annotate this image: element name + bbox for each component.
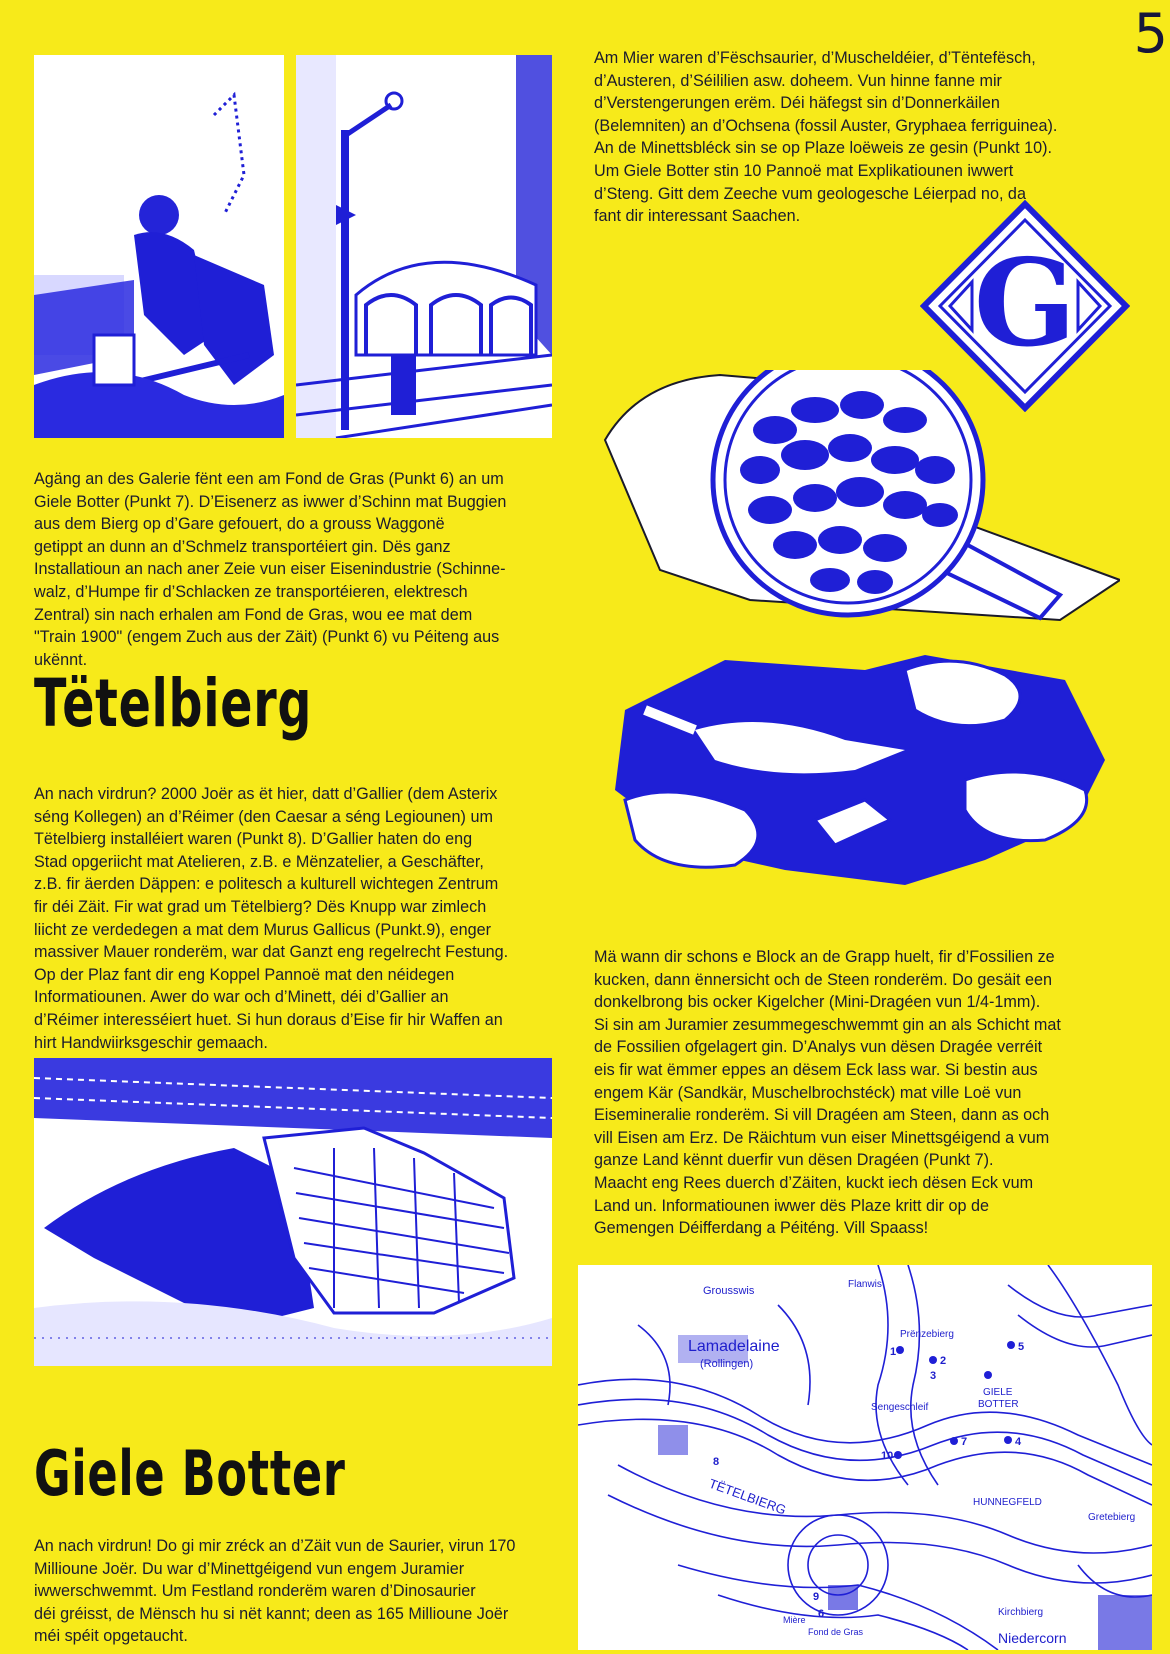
text-line: Informatiounen. Awer do war och d’Minett, déi d’Gallier an: [34, 988, 449, 1007]
text-line: déi gréisst, de Mënsch hu si nët kannt; deen as 165 Millioune Joër: [34, 1604, 509, 1623]
railway-illustration: [296, 55, 552, 438]
map-label-botter: BOTTER: [978, 1399, 1019, 1410]
heading-giele-botter: Giele Botter: [34, 1437, 346, 1510]
text-line: Op der Plaz fant dir eng Koppel Pannoë mat den néidegen: [34, 965, 455, 984]
map-label-sengeschleif: Sengeschleif: [871, 1402, 929, 1413]
tetelbierg-paragraph: [34, 783, 564, 1054]
text-line: eis fir wat ëmmer eppes an dësem Eck lass war. Si bestin aus: [594, 1060, 1038, 1079]
text-line: iwwerschwemmt. Um Festland ronderëm waren d’Dinosaurier: [34, 1582, 476, 1601]
text-line: "Train 1900" (engem Zuch aus der Zäit) (Punkt 6) vu Péiteng aus: [34, 628, 500, 647]
map-label-flanwis: Flanwis: [848, 1279, 882, 1290]
text-line: d’Réimer interesséiert huet. Si hun doraus d’Eise fir hir Waffen an: [34, 1010, 503, 1029]
text-line: engem Kär (Sandkär, Muschelbrochstéck) mat ville Loë vun: [594, 1083, 1022, 1102]
map-label-prenzebierg: Prënzebierg: [900, 1329, 954, 1340]
map-label-gretebierg: Gretebierg: [1088, 1512, 1136, 1523]
text-line: vill Eisen am Erz. De Räichtum vun eiser Minettsgéigend a vum: [594, 1128, 1050, 1147]
text-line: getippt an dunn an d’Schmelz transportéiert gin. Dës ganz: [34, 537, 451, 556]
miner-photo: [34, 55, 284, 438]
map-point-2: 2: [940, 1355, 947, 1367]
text-line: d’Austeren, d’Séililien asw. doheem. Vun hinne fanne mir: [594, 71, 1002, 90]
map-label-lamadelaine: Lamadelaine: [688, 1338, 780, 1355]
map-label-fond-de-gras: Fond de Gras: [808, 1627, 864, 1637]
magnifier-dragee-illustration: [600, 370, 1120, 630]
text-line: aus dem Bierg op d’Gare gefouert, do a grouss Waggonë: [34, 515, 445, 534]
text-line: Um Giele Botter stin 10 Pannoë mat Explikatiounen iwwert: [594, 161, 1014, 180]
text-line: kucken, dann ënnersicht och de Steen ronderëm. Do gesäit een: [594, 970, 1053, 989]
text-line: séng Kollegen) an d’Réimer (den Caesar a séng Legiounen) um: [34, 807, 493, 826]
map-point-7: 7: [961, 1436, 968, 1448]
map-label-grousswis: Grousswis: [703, 1285, 755, 1297]
map-label-tetelbierg: TËTELBIERG: [706, 1475, 789, 1518]
text-line: Tëtelbierg installéiert waren (Punkt 8). D’Gallier haten do eng: [34, 830, 473, 849]
text-line: Si sin am Juramier zesummegeschwemmt gin an als Schicht mat: [594, 1015, 1061, 1034]
text-line: fant dir interessant Saachen.: [594, 207, 801, 226]
map-point-10: 10: [881, 1450, 894, 1462]
text-line: Mä wann dir schons e Block an de Grapp huelt, fir d’Fossilien ze: [594, 948, 1055, 966]
giele-botter-paragraph: [34, 1535, 562, 1648]
text-line: de Fossilien ofgelagert gin. D’Analys vun dësen Dragée verréit: [594, 1038, 1043, 1057]
fond-de-gras-paragraph: [34, 468, 564, 671]
text-line: (Belemniten) an d’Ochsena (fossil Auster, Gryphaea ferriguinea).: [594, 116, 1058, 135]
map-label-niedercorn: Niedercorn: [998, 1630, 1067, 1646]
text-line: walz, d’Humpe fir d’Schlacken ze transportéieren, elektresch: [34, 582, 468, 601]
text-line: Maacht eng Rees duerch d’Zäiten, kuckt iech dësen Eck vum: [594, 1174, 1034, 1192]
map-label-kirchbierg: Kirchbierg: [998, 1607, 1044, 1618]
text-line: Stad opgeriicht mat Atelieren, z.B. e Mënzatelier, a Geschäfter,: [34, 852, 484, 871]
text-line: Millioune Joër. Du war d’Minettgéigend vun engem Juramier: [34, 1559, 465, 1578]
fossil-slab-illustration: [605, 650, 1115, 890]
murus-gallicus-photo: [34, 1058, 552, 1366]
text-line: An nach virdrun? 2000 Joër as ët hier, datt d’Gallier (dem Asterix: [34, 785, 498, 803]
text-line: Gemengen Déifferdang a Péiténg. Vill Spaass!: [594, 1219, 929, 1238]
text-line: ukënnt.: [34, 650, 88, 669]
dragee-paragraph: [594, 946, 1126, 1172]
map-point-9: 9: [813, 1591, 820, 1603]
text-line: ganze Land kënnt duerfir vun dësen Dragéen (Punkt 7).: [594, 1151, 994, 1170]
miner-illustration: [34, 55, 284, 438]
region-map: [578, 1265, 1152, 1650]
text-line: Am Mier waren d’Fëschsaurier, d’Muscheldéier, d’Tëntefësch,: [594, 49, 1036, 67]
text-line: z.B. fir äerden Däppen: e politesch a kulturell wichtegen Zentrum: [34, 875, 499, 894]
text-line: d’Verstengerungen erëm. Déi häfegst sin d’Donnerkäilen: [594, 94, 1000, 113]
page-number: 5: [1133, 2, 1168, 65]
text-line: liicht ze verdedegen a mat dem Murus Gallicus (Punkt.9), enger: [34, 920, 492, 939]
text-line: Agäng an des Galerie fënt een am Fond de Gras (Punkt 6) an um: [34, 470, 504, 488]
heading-tetelbierg: Tëtelbierg: [34, 665, 313, 742]
text-line: massiver Mauer ronderëm, war dat Ganzt eng regelrecht Festung.: [34, 943, 509, 962]
text-line: An de Minettsbléck sin se op Plaze loëweis ze gesin (Punkt 10).: [594, 139, 1052, 158]
map-label-giele: GIELE: [983, 1387, 1013, 1398]
map-point-6: 6: [818, 1608, 825, 1620]
text-line: fir déi Zäit. Fir wat grad um Tëtelbierg? Dës Knupp war zimlech: [34, 897, 487, 916]
text-line: méi spéit opgetaucht.: [34, 1627, 188, 1646]
text-line: donkelbrong bis ocker Kigelcher (Mini-Dragéen vun 1/4-1mm).: [594, 993, 1041, 1012]
text-line: Zentral) sin nach erhalen am Fond de Gras, wou ee mat dem: [34, 605, 473, 624]
map-label-rollingen: (Rollingen): [700, 1358, 754, 1370]
text-line: Installatioun an nach aner Zeie vun eiser Eisenindustrie (Schinne-: [34, 560, 506, 579]
map-point-1: 1: [890, 1346, 897, 1358]
map-label-miere: Mière: [783, 1615, 806, 1625]
map-contours: [578, 1265, 1152, 1650]
map-point-8: 8: [713, 1456, 720, 1468]
text-line: hirt Handwiirksgeschir gemaach.: [34, 1033, 268, 1052]
map-label-hunnegfeld: HUNNEGFELD: [973, 1497, 1042, 1508]
railway-signal-photo: [296, 55, 552, 438]
map-point-3: 3: [930, 1370, 937, 1382]
logo-letter: G: [973, 233, 1077, 374]
text-line: d’Steng. Gitt dem Zeeche vum geologesche Léierpad no, da: [594, 184, 1026, 203]
map-point-4: 4: [1015, 1436, 1022, 1448]
text-line: Land un. Informatiounen iwwer dës Plaze kritt dir op de: [594, 1196, 990, 1215]
text-line: An nach virdrun! Do gi mir zréck an d’Zäit vun de Saurier, virun 170: [34, 1537, 516, 1555]
text-line: Giele Botter (Punkt 7). D’Eisenerz as iwwer d’Schinn mat Buggien: [34, 492, 507, 511]
map-point-5: 5: [1018, 1341, 1025, 1353]
text-line: Eisemineralie ronderëm. Si vill Dragéen am Steen, dann as och: [594, 1106, 1050, 1125]
wall-ruin-illustration: [34, 1058, 552, 1366]
closing-paragraph: [594, 1172, 1126, 1240]
